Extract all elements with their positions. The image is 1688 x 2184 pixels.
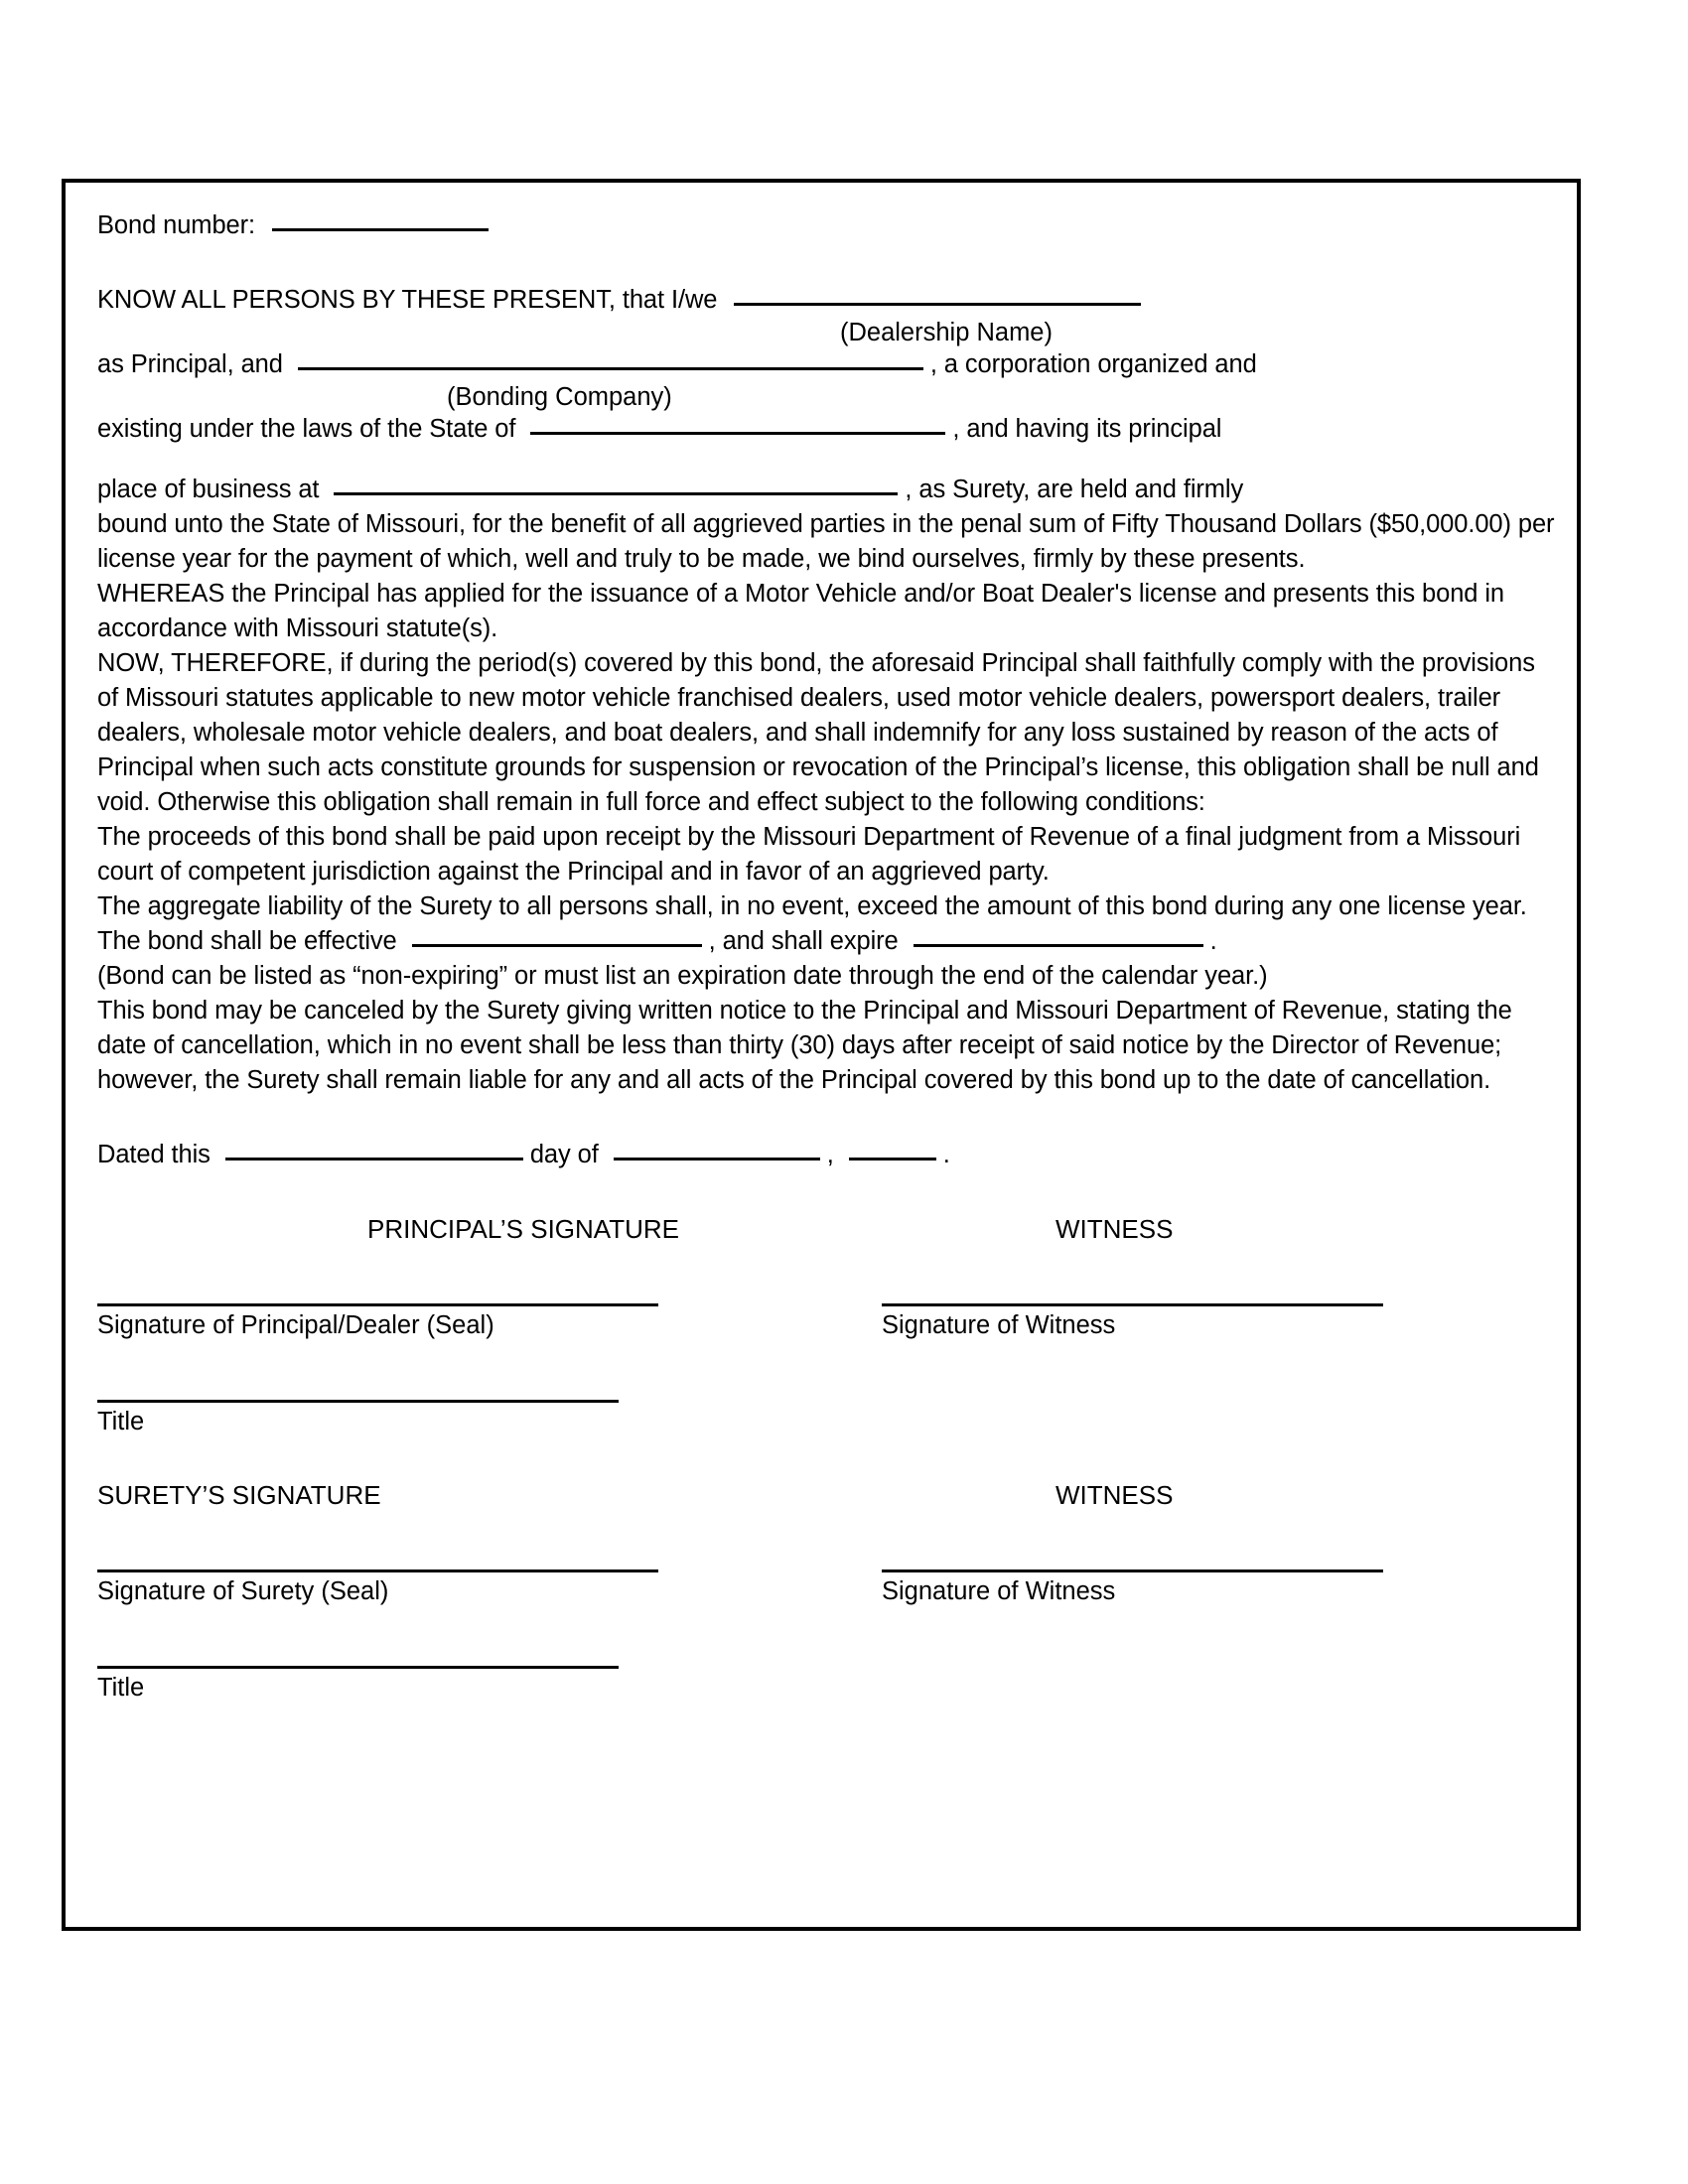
place-of-business-tail: , as Surety, are held and firmly	[905, 476, 1244, 503]
existing-laws-tail: , and having its principal	[952, 415, 1222, 443]
surety-signature-label: Signature of Surety (Seal)	[97, 1577, 389, 1605]
principal-title-cell	[97, 1400, 882, 1438]
dated-day-blank[interactable]	[225, 1138, 523, 1160]
effective-tail: .	[1209, 927, 1217, 955]
existing-laws-label: existing under the laws of the State of	[97, 415, 516, 443]
spacer	[97, 1246, 1555, 1303]
witness-signature-label-1: Signature of Witness	[882, 1311, 1116, 1339]
surety-heading-cell	[97, 1478, 882, 1512]
surety-signature-heading: SURETY’S SIGNATURE	[97, 1480, 381, 1510]
witness-heading-cell-2	[882, 1478, 1555, 1512]
effective-date-blank[interactable]	[412, 924, 702, 947]
form-border-box	[62, 179, 1581, 1931]
principal-heading-cell	[97, 1212, 882, 1246]
now-therefore-paragraph: NOW, THEREFORE, if during the period(s) covered by this bond, the aforesaid Principal shall faithfully comply with the provisions of Missouri statutes applicable to new motor vehicle franchised dealers, used motor vehicle dealers, powersport dealers, trailer dealers, wholesale motor vehicle dealers, and boat dealers, and shall indemnify for any loss sustained by reason of the acts of Principal when such acts constitute grounds for suspension or revocation of the Principal’s license, this obligation shall be null and void. Otherwise this obligation shall remain in full force and effect subject to the following conditions:	[97, 649, 1539, 816]
dated-month-blank[interactable]	[614, 1138, 820, 1160]
witness-heading-cell-1	[882, 1212, 1555, 1246]
dealership-name-blank[interactable]	[734, 283, 1141, 306]
surety-title-row	[97, 1666, 1555, 1705]
effective-expire-row	[97, 924, 1555, 959]
principal-title-row	[97, 1400, 1555, 1438]
place-of-business-label: place of business at	[97, 476, 320, 503]
spacer	[97, 1172, 1555, 1212]
surety-title-cell	[97, 1666, 882, 1705]
expire-date-blank[interactable]	[914, 924, 1203, 947]
bonding-company-blank[interactable]	[298, 347, 923, 370]
signature-line-row-1	[97, 1303, 1555, 1342]
spacer	[97, 447, 1555, 473]
form-content	[97, 208, 1555, 1917]
effective-label: The bond shall be effective	[97, 927, 397, 955]
witness-heading-1: WITNESS	[1055, 1214, 1174, 1244]
witness-signature-cell-2	[882, 1570, 1555, 1608]
whereas-paragraph: WHEREAS the Principal has applied for the issuance of a Motor Vehicle and/or Boat Dealer's license and presents this bond in accordance with Missouri statute(s).	[97, 580, 1505, 642]
aggregate-liability-paragraph: The aggregate liability of the Surety to all persons shall, in no event, exceed the amount of this bond during any one license year.	[97, 892, 1527, 920]
principal-signature-label: Signature of Principal/Dealer (Seal)	[97, 1311, 494, 1339]
dated-comma: ,	[826, 1141, 834, 1168]
surety-title-spacer	[882, 1666, 1555, 1705]
signature-line-row-2	[97, 1570, 1555, 1608]
as-principal-row	[97, 347, 1555, 382]
spacer	[97, 1098, 1555, 1138]
dated-this-label: Dated this	[97, 1141, 211, 1168]
intro-label: KNOW ALL PERSONS BY THESE PRESENT, that I/we	[97, 286, 718, 314]
signature-heading-row-1	[97, 1212, 1555, 1246]
spacer	[97, 1512, 1555, 1570]
as-principal-label: as Principal, and	[97, 350, 283, 378]
corporation-tail: , a corporation organized and	[929, 350, 1257, 378]
surety-title-label: Title	[97, 1674, 145, 1702]
witness-heading-2: WITNESS	[1055, 1480, 1174, 1510]
place-of-business-row	[97, 473, 1555, 507]
dated-this-row	[97, 1138, 1555, 1172]
place-of-business-blank[interactable]	[334, 473, 898, 495]
principal-title-spacer	[882, 1400, 1555, 1438]
penal-sum-paragraph: bound unto the State of Missouri, for the benefit of all aggrieved parties in the penal sum of Fifty Thousand Dollars ($50,000.00) per license year for the payment of which, well and truly to be made, we bind ourselves, firmly by these presents.	[97, 510, 1555, 573]
bond-number-row	[97, 208, 1555, 243]
state-of-blank[interactable]	[530, 412, 945, 435]
spacer	[97, 1438, 1555, 1478]
principal-signature-cell	[97, 1303, 882, 1342]
intro-row	[97, 283, 1555, 318]
cancellation-paragraph: This bond may be canceled by the Surety giving written notice to the Principal and Missouri Department of Revenue, stating the date of cancellation, which in no event shall be less than thirty (30) days after receipt of said notice by the Director of Revenue; however, the Surety shall remain liable for any and all acts of the Principal covered by this bond up to the date of cancellation.	[97, 997, 1512, 1094]
surety-signature-cell	[97, 1570, 882, 1608]
signature-heading-row-2	[97, 1478, 1555, 1512]
principal-signature-heading: PRINCIPAL’S SIGNATURE	[367, 1214, 679, 1244]
effective-mid: , and shall expire	[708, 927, 899, 955]
spacer	[97, 1342, 1555, 1400]
spacer	[97, 243, 1555, 283]
nonexpiring-note: (Bond can be listed as “non-expiring” or must list an expiration date through the end of the calendar year.)	[97, 962, 1268, 990]
bond-number-label: Bond number:	[97, 211, 255, 239]
existing-laws-row	[97, 412, 1555, 447]
bonding-company-caption: (Bonding Company)	[447, 383, 672, 411]
witness-signature-cell-1	[882, 1303, 1555, 1342]
spacer	[97, 1608, 1555, 1666]
signature-section	[97, 1212, 1555, 1705]
witness-signature-label-2: Signature of Witness	[882, 1577, 1116, 1605]
day-of-label: day of	[529, 1141, 599, 1168]
bond-number-blank[interactable]	[272, 208, 489, 231]
proceeds-paragraph: The proceeds of this bond shall be paid upon receipt by the Missouri Department of Revenue of a final judgment from a Missouri court of competent jurisdiction against the Principal and in favor of an aggrieved party.	[97, 823, 1521, 886]
dealership-name-caption: (Dealership Name)	[840, 319, 1053, 346]
dated-period: .	[942, 1141, 950, 1168]
principal-title-label: Title	[97, 1408, 145, 1435]
dated-year-blank[interactable]	[849, 1138, 936, 1160]
